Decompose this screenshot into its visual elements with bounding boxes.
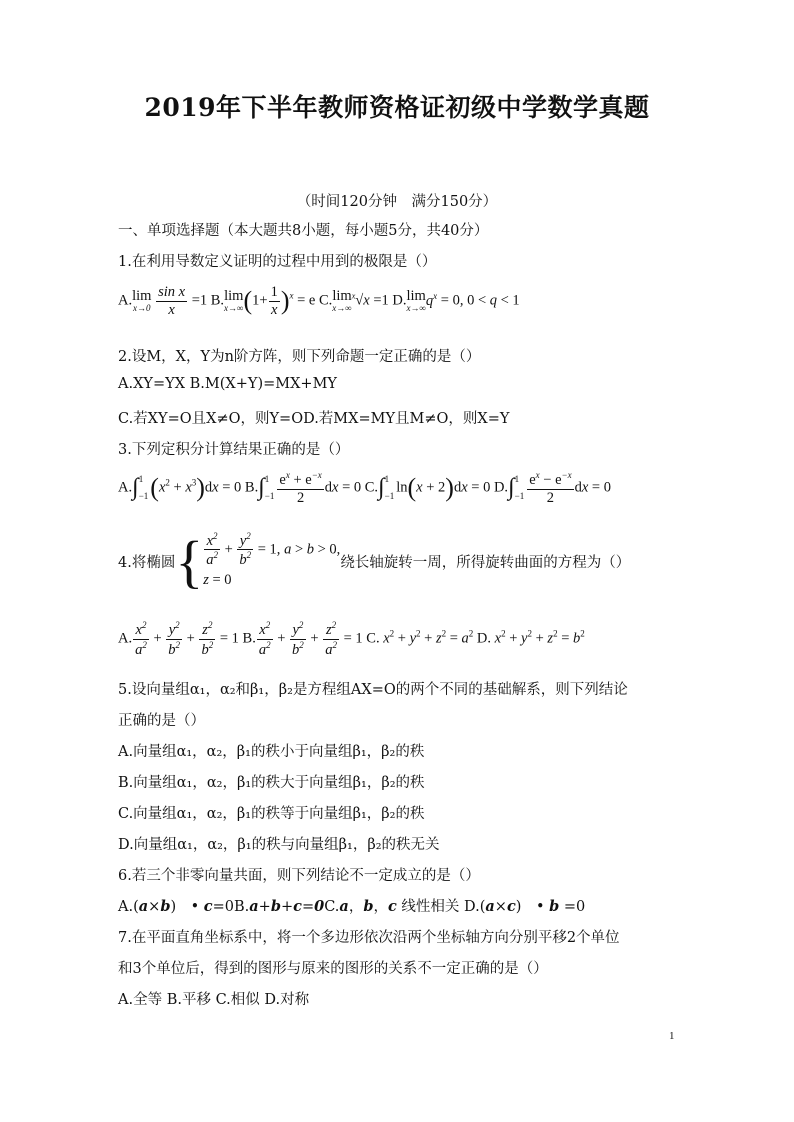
question-6-options: A.(a×b) • c=0B.a+b+c=0C.a，b，c 线性相关 D.(a×c) • b =0 bbox=[118, 898, 586, 915]
question-5-line-2: 正确的是（） bbox=[118, 713, 205, 729]
question-2-options-ab: A.XY=YX B.M(X+Y)=MX+MY bbox=[118, 376, 337, 392]
question-4: 4.将椭圆{ $\frac{x^2}{a^2}$ + $\frac{y^2}{b^2}$ = 1, a > b > 0, z = 0 绕长轴旋转一周，所得旋转曲面的方程为（） bbox=[118, 529, 631, 594]
question-5-option-c: C.向量组α₁，α₂，β₁的秩等于向量组β₁，β₂的秩 bbox=[118, 806, 425, 822]
question-5-option-a: A.向量组α₁，α₂，β₁的秩小于向量组β₁，β₂的秩 bbox=[118, 744, 425, 760]
question-7-line-1: 7.在平面直角坐标系中，将一个多边形依次沿两个坐标轴方向分别平移2个单位 bbox=[118, 930, 620, 946]
question-4-prefix: 4.将椭圆 bbox=[118, 555, 176, 571]
question-5-option-b: B.向量组α₁，α₂，β₁的秩大于向量组β₁，β₂的秩 bbox=[118, 775, 425, 791]
question-6: 6.若三个非零向量共面，则下列结论不一定成立的是（） bbox=[118, 868, 480, 884]
question-1-options: A.lim x→0 $\frac{\text{sin x}}{x}$ =1 B.lim x→∞ (1+ $\frac{1}{x}$ )$^x$ = e C.lim x→∞ $^x$√x =1 D.lim x→∞ $q^x = 0$, 0 < q < 1 bbox=[118, 284, 520, 318]
section-heading: 一、单项选择题（本大题共8小题，每小题5分，共40分） bbox=[118, 223, 489, 239]
question-4-options: A. $\frac{x^2}{a^2}$ + $\frac{y^2}{b^2}$ + $\frac{z^2}{b^2}$ = 1 B. $\frac{x^2}{a^2}$ + $\frac{y^2}{b^2}$ + $\frac{z^2}{a^2}$ = 1 C. $x^2 + y^2 + z^2 = a^2$ D. $x^2 + y^2 + z^2 = b^2$ bbox=[118, 620, 585, 658]
question-7-line-2: 和3个单位后，得到的图形与原来的图形的关系不一定正确的是（） bbox=[118, 961, 548, 977]
question-3-options: A.∫ 1 −1 $(x^2 + x^3)dx = 0$ B.∫ 1 −1 $\frac{e^x + e^{-x}}{2}$ dx = 0 C.∫ 1 −1 ln(x + 2)dx = 0 D.∫ 1 −1 $\frac{e^x - e^{-x}}{2}$ dx = 0 bbox=[118, 470, 611, 506]
question-5-option-d: D.向量组α₁，α₂，β₁的秩与向量组β₁，β₂的秩无关 bbox=[118, 837, 440, 853]
question-5-line-1: 5.设向量组α₁，α₂和β₁，β₂是方程组AX=O的两个不同的基础解系，则下列结论 bbox=[118, 682, 628, 698]
question-4-suffix: 绕长轴旋转一周，所得旋转曲面的方程为（） bbox=[340, 555, 631, 571]
exam-duration: （时间120分钟 满分150分） bbox=[296, 194, 498, 210]
page-number: 1 bbox=[669, 1030, 675, 1042]
question-2-options-cd: C.若XY=O且X≠O，则Y=OD.若MX=MY且M≠O，则X=Y bbox=[118, 411, 510, 427]
question-1: 1.在利用导数定义证明的过程中用到的极限是（） bbox=[118, 254, 437, 270]
question-3: 3.下列定积分计算结果正确的是（） bbox=[118, 442, 350, 458]
question-7-options: A.全等 B.平移 C.相似 D.对称 bbox=[118, 992, 310, 1008]
question-2: 2.设M，X，Y为n阶方阵，则下列命题一定正确的是（） bbox=[118, 349, 481, 365]
page-title: 2019年下半年教师资格证初级中学数学真题 bbox=[144, 93, 650, 122]
